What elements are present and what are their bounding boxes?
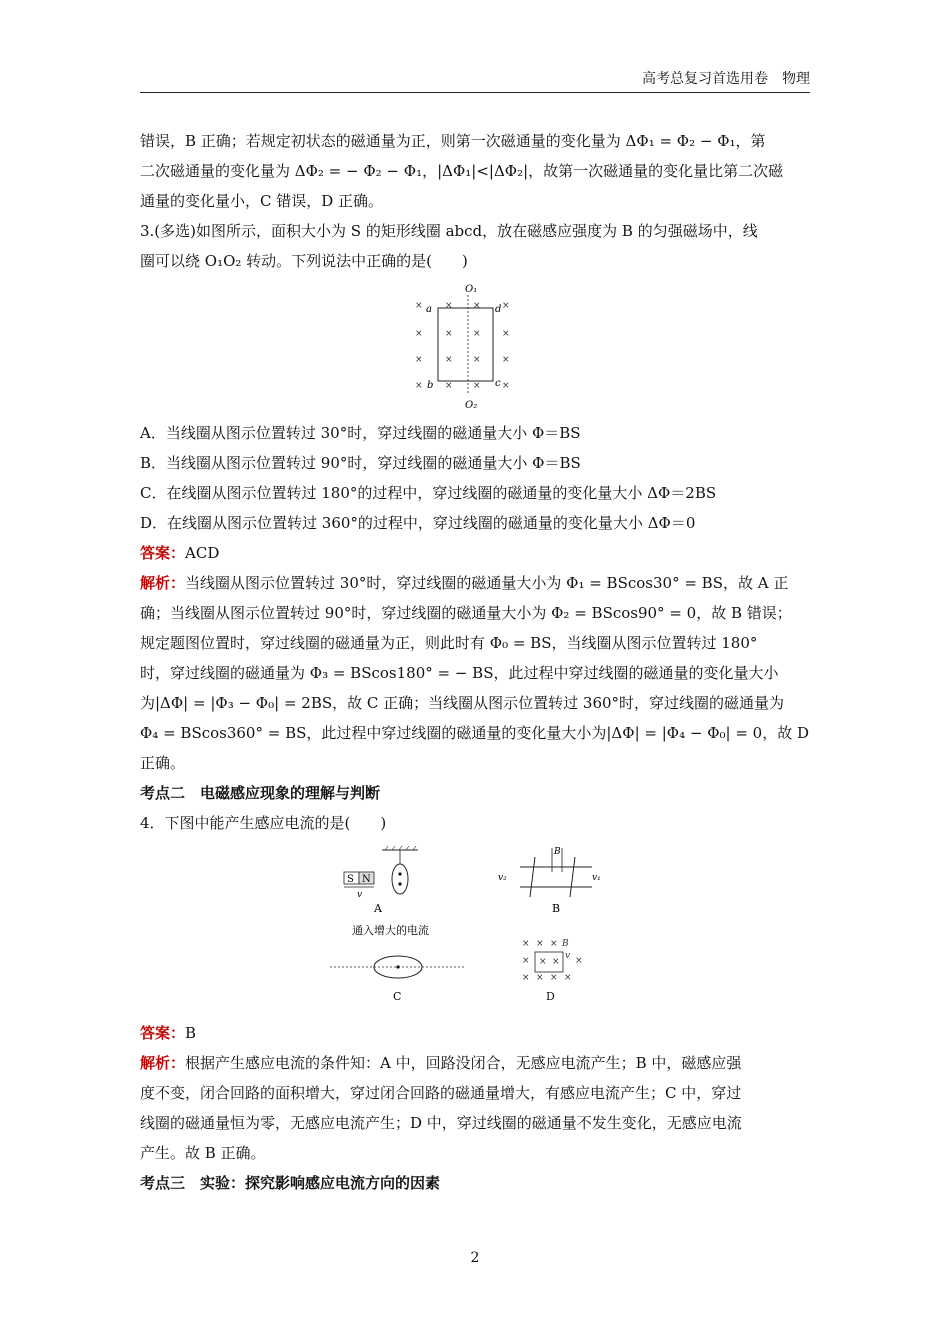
- answer-label: 答案：: [140, 544, 186, 562]
- fig-label-b: B: [552, 902, 561, 915]
- fig-d-b-label: B: [562, 939, 569, 949]
- fig-label-d: D: [546, 990, 555, 1003]
- q4-analysis-3: 线圈的磁通量恒为零，无感应电流产生；D 中，穿过线圈的磁通量不发生变化，无感应电流: [140, 1114, 742, 1132]
- svg-text:×: ×: [522, 939, 530, 949]
- fig-o1-label: O₁: [465, 284, 478, 295]
- page-header: [140, 68, 810, 93]
- svg-text:×: ×: [445, 329, 453, 339]
- svg-text:×: ×: [445, 381, 453, 391]
- fig-label-c: c: [495, 378, 501, 389]
- page-number: 2: [470, 1250, 480, 1266]
- svg-text:×: ×: [575, 956, 583, 966]
- q3-analysis-6: Φ₄ = BScos360° = BS，此过程中穿过线圈的磁通量的变化量大小为|ΔΦ| = |Φ₄ − Φ₀| = 0，故 D: [140, 724, 809, 742]
- svg-text:×: ×: [415, 381, 423, 391]
- q3-option-c: C．在线圈从图示位置转过 180°的过程中，穿过线圈的磁通量的变化量大小 ΔΦ＝2BS: [140, 484, 717, 502]
- q4-stem: 4．下图中能产生感应电流的是( ): [140, 814, 387, 832]
- fig-label-c: C: [393, 990, 402, 1003]
- svg-text:×: ×: [415, 329, 423, 339]
- answer-label: 答案：: [140, 1024, 186, 1042]
- fig-o2-label: O₂: [465, 400, 478, 410]
- fig-d-loop-field: [522, 939, 583, 1003]
- svg-text:×: ×: [445, 301, 453, 311]
- fig-b-v2-label: v₂: [498, 873, 507, 883]
- prev-line-3: 通量的变化量小，C 错误，D 正确。: [140, 192, 384, 210]
- svg-text:×: ×: [473, 301, 481, 311]
- fig-b-rails: [498, 847, 601, 915]
- svg-text:×: ×: [415, 301, 423, 311]
- q3-analysis-1: [140, 568, 810, 598]
- magnet-n-label: N: [362, 874, 371, 885]
- section-heading-3: 考点三 实验：探究影响感应电流方向的因素: [140, 1174, 441, 1192]
- q3-option-d: D．在线圈从图示位置转过 360°的过程中，穿过线圈的磁通量的变化量大小 ΔΦ＝0: [140, 514, 696, 532]
- q3-stem-2: 圈可以绕 O₁O₂ 转动。下列说法中正确的是( ): [140, 252, 468, 270]
- svg-text:×: ×: [502, 381, 510, 391]
- fig-label-b: b: [427, 380, 434, 391]
- svg-text:×: ×: [473, 381, 481, 391]
- analysis-label: 解析：: [140, 1054, 186, 1072]
- fig-label-a: a: [426, 304, 432, 315]
- fig-d-v-label: v: [565, 951, 571, 961]
- svg-text:×: ×: [473, 355, 481, 365]
- q4-analysis-1: [140, 1048, 810, 1078]
- svg-text:×: ×: [536, 939, 544, 949]
- q3-analysis-2: 确；当线圈从图示位置转过 90°时，穿过线圈的磁通量大小为 Φ₂ = BScos90° = 0，故 B 错误；: [140, 604, 792, 622]
- svg-text:×: ×: [536, 973, 544, 983]
- q3-analysis-5: 为|ΔΦ| = |Φ₃ − Φ₀| = 2BS，故 C 正确；当线圈从图示位置转过 360°时，穿过线圈的磁通量为: [140, 694, 785, 712]
- svg-text:×: ×: [550, 939, 558, 949]
- analysis-text: 当线圈从图示位置转过 30°时，穿过线圈的磁通量大小为 Φ₁ = BScos30° = BS，故 A 正: [185, 574, 789, 592]
- svg-text:×: ×: [445, 355, 453, 365]
- analysis-label: 解析：: [140, 574, 186, 592]
- fig-label-d: d: [495, 304, 502, 315]
- q3-analysis-4: 时，穿过线圈的磁通量为 Φ₃ = BScos180° = − BS，此过程中穿过线圈的磁通量的变化量大小: [140, 664, 779, 682]
- header-title: 高考总复习首选用卷 物理: [642, 71, 810, 87]
- answer-value: ACD: [185, 544, 220, 562]
- fig-c-wire-ring: [330, 923, 465, 1003]
- fig-c-current-label: 通入增大的电流: [352, 924, 429, 937]
- fig-b-v1-label: v₁: [592, 873, 601, 883]
- svg-text:×: ×: [564, 973, 572, 983]
- prev-line-2: 二次磁通量的变化量为 ΔΦ₂ = − Φ₂ − Φ₁，|ΔΦ₁|<|ΔΦ₂|，故第一次磁通量的变化量比第二次磁: [140, 162, 784, 180]
- prev-line-1: 错误，B 正确；若规定初状态的磁通量为正，则第一次磁通量的变化量为 ΔΦ₁ = Φ₂ − Φ₁，第: [140, 132, 766, 150]
- fig-a-magnet-ring: [344, 846, 418, 915]
- fig-b-b-label: B: [554, 847, 561, 857]
- svg-text:×: ×: [502, 301, 510, 311]
- q3-stem-1: 3.(多选)如图所示，面积大小为 S 的矩形线圈 abcd，放在磁感应强度为 B 的匀强磁场中，线: [140, 222, 758, 240]
- q4-analysis-4: 产生。故 B 正确。: [140, 1144, 266, 1162]
- svg-text:×: ×: [415, 355, 423, 365]
- q3-answer: [140, 538, 810, 568]
- svg-text:×: ×: [539, 957, 547, 967]
- svg-text:×: ×: [473, 329, 481, 339]
- coil-rectangle: [438, 308, 493, 381]
- svg-text:×: ×: [522, 956, 530, 966]
- magnet-s-label: S: [347, 874, 354, 885]
- svg-text:×: ×: [522, 973, 530, 983]
- q3-coil-figure: [415, 280, 535, 410]
- svg-text:×: ×: [502, 329, 510, 339]
- answer-value: B: [185, 1024, 197, 1042]
- analysis-text: 根据产生感应电流的条件知：A 中，回路没闭合，无感应电流产生；B 中，磁感应强: [185, 1054, 742, 1072]
- fig-label-a: A: [374, 902, 382, 915]
- q3-option-b: B．当线圈从图示位置转过 90°时，穿过线圈的磁通量大小 Φ＝BS: [140, 454, 581, 472]
- q3-analysis-7: 正确。: [140, 754, 186, 772]
- fig-a-v-label: v: [357, 890, 363, 900]
- q3-analysis-3: 规定题图位置时，穿过线圈的磁通量为正，则此时有 Φ₀ = BS，当线圈从图示位置转过 180°: [140, 634, 758, 652]
- document-body: [140, 126, 810, 1198]
- svg-text:×: ×: [502, 355, 510, 365]
- q4-figure: [330, 842, 620, 1012]
- svg-text:×: ×: [550, 973, 558, 983]
- svg-text:×: ×: [552, 957, 560, 967]
- section-heading-2: 考点二 电磁感应现象的理解与判断: [140, 784, 381, 802]
- q4-answer: [140, 1018, 810, 1048]
- q4-analysis-2: 度不变，闭合回路的面积增大，穿过闭合回路的磁通量增大，有感应电流产生；C 中，穿过: [140, 1084, 742, 1102]
- q3-option-a: A．当线圈从图示位置转过 30°时，穿过线圈的磁通量大小 Φ＝BS: [140, 424, 581, 442]
